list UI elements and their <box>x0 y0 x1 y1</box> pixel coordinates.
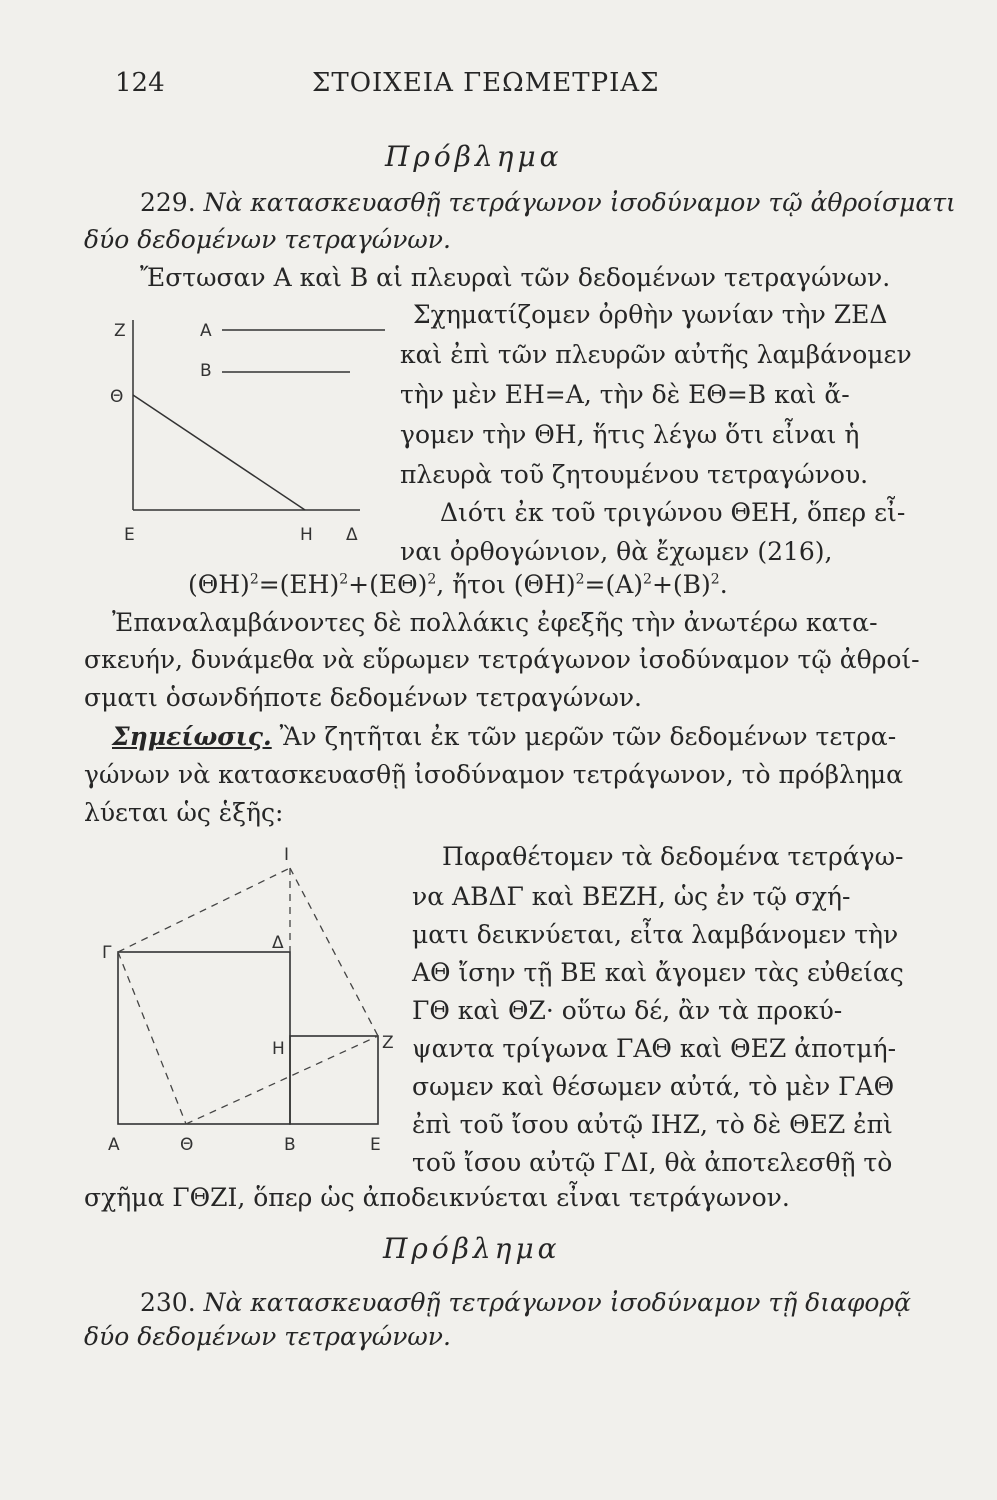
label-b: Β <box>284 1135 296 1155</box>
text-line: Ἔστωσαν Α καὶ Β αἱ πλευραὶ τῶν δεδομένων τετραγώνων. <box>140 263 891 292</box>
text-line: τὴν μὲν ΕΗ=Α, τὴν δὲ ΕΘ=Β καὶ ἄ- <box>400 380 850 409</box>
text-line: σματι ὁσωνδήποτε δεδομένων τετραγώνων. <box>84 683 642 712</box>
text-line: να ΑΒΔΓ καὶ ΒΕΖΗ, ὡς ἐν τῷ σχή- <box>412 882 851 911</box>
problem-number: 229. <box>140 188 196 217</box>
text-line: ματι δεικνύεται, εἶτα λαμβάνομεν τὴν <box>412 920 899 949</box>
remark-label: Σημείωσις. <box>112 722 272 751</box>
page-number: 124 <box>115 68 165 98</box>
line-theta-h <box>133 395 305 510</box>
statement-line: δύο δεδομένων τετραγώνων. <box>84 1322 451 1351</box>
label-a: Α <box>200 321 212 341</box>
label-i: Ι <box>284 845 290 865</box>
text-line: γομεν τὴν ΘΗ, ἥτις λέγω ὅτι εἶναι ἡ <box>400 420 860 449</box>
problem-statement <box>140 1288 911 1318</box>
text-line: γώνων νὰ κατασκευασθῇ ἰσοδύναμον τετράγωνον, τὸ πρόβλημα <box>84 760 904 789</box>
remark-line: Σημείωσις. Ἂν ζητῆται ἐκ τῶν μερῶν τῶν δεδομένων τετρα- <box>112 722 897 751</box>
label-a: Α <box>108 1135 120 1155</box>
text-line: καὶ ἐπὶ τῶν πλευρῶν αὐτῆς λαμβάνομεν <box>400 340 912 369</box>
dashed-gamma-theta <box>118 952 186 1124</box>
label-h: Η <box>272 1039 285 1059</box>
problem-title: Πρόβλημα <box>385 140 563 173</box>
label-delta: Δ <box>272 933 284 953</box>
text-line: ΓΘ καὶ ΘΖ· οὕτω δέ, ἂν τὰ προκύ- <box>412 996 843 1025</box>
text-line: σκευήν, δυνάμεθα νὰ εὕρωμεν τετράγωνον ἰσοδύναμον τῷ ἀθροί- <box>84 645 920 674</box>
text-line: Ἐπαναλαμβάνοντες δὲ πολλάκις ἐφεξῆς τὴν ἀνωτέρω κατα- <box>112 608 878 637</box>
text-line: Διότι ἐκ τοῦ τριγώνου ΘΕΗ, ὅπερ εἶ- <box>440 498 906 527</box>
text-line: λύεται ὡς ἑξῆς: <box>84 798 284 827</box>
problem-number: 230. <box>140 1288 196 1317</box>
text-line: σωμεν καὶ θέσωμεν αὐτά, τὸ μὲν ΓΑΘ <box>412 1072 895 1101</box>
text-line: Παραθέτομεν τὰ δεδομένα τετράγω- <box>442 842 904 871</box>
label-b: Β <box>200 361 212 381</box>
text-line: σχῆμα ΓΘΖΙ, ὅπερ ὡς ἀποδεικνύεται εἶναι τετράγωνον. <box>84 1183 790 1212</box>
text-line: Σχηματίζομεν ὀρθὴν γωνίαν τὴν ΖΕΔ <box>413 300 888 329</box>
figure-squares <box>100 840 400 1160</box>
text-line: ψαντα τρίγωνα ΓΑΘ καὶ ΘΕΖ ἀποτμή- <box>412 1034 897 1063</box>
statement-line: Νὰ κατασκευασθῇ τετράγωνον ἰσοδύναμον τῷ ἀθροίσματι <box>203 188 956 217</box>
figure-right-angle <box>100 300 400 560</box>
text-line: τοῦ ἴσου αὐτῷ ΓΔΙ, θὰ ἀποτελεσθῇ τὸ <box>412 1148 893 1177</box>
equation: $(\Theta H)^2=(EH)^2+(E\Theta)^2$, ἤτοι $(\Theta H)^2=(A)^2+(B)^2$. <box>188 570 728 599</box>
label-theta: Θ <box>180 1135 194 1155</box>
label-z: Ζ <box>382 1033 394 1053</box>
label-h: Η <box>300 525 313 545</box>
text-line: πλευρὰ τοῦ ζητουμένου τετραγώνου. <box>400 460 869 489</box>
text-line: ἐπὶ τοῦ ἴσου αὐτῷ ΙΗΖ, τὸ δὲ ΘΕΖ ἐπὶ <box>412 1110 893 1139</box>
running-title: ΣΤΟΙΧΕΙΑ ΓΕΩΜΕΤΡΙΑΣ <box>312 68 660 98</box>
problem-statement <box>140 188 956 218</box>
label-gamma: Γ <box>102 943 112 963</box>
label-theta: Θ <box>110 387 124 407</box>
statement-line: Νὰ κατασκευασθῇ τετράγωνον ἰσοδύναμον τῇ διαφορᾷ <box>203 1288 912 1317</box>
text-line: ΑΘ ἴσην τῇ ΒΕ καὶ ἄγομεν τὰς εὐθείας <box>412 958 904 987</box>
dashed-i-z <box>290 868 378 1036</box>
label-e: Ε <box>370 1135 381 1155</box>
problem-title: Πρόβλημα <box>383 1232 561 1265</box>
label-delta: Δ <box>346 525 358 545</box>
text-line: ναι ὀρθογώνιον, θὰ ἔχωμεν (216), <box>400 537 833 566</box>
label-e: Ε <box>124 525 135 545</box>
square-bezh <box>290 1036 378 1124</box>
label-z: Ζ <box>114 321 126 341</box>
square-abdg <box>118 952 290 1124</box>
statement-line: δύο δεδομένων τετραγώνων. <box>84 225 451 254</box>
dashed-gamma-i <box>118 868 290 952</box>
